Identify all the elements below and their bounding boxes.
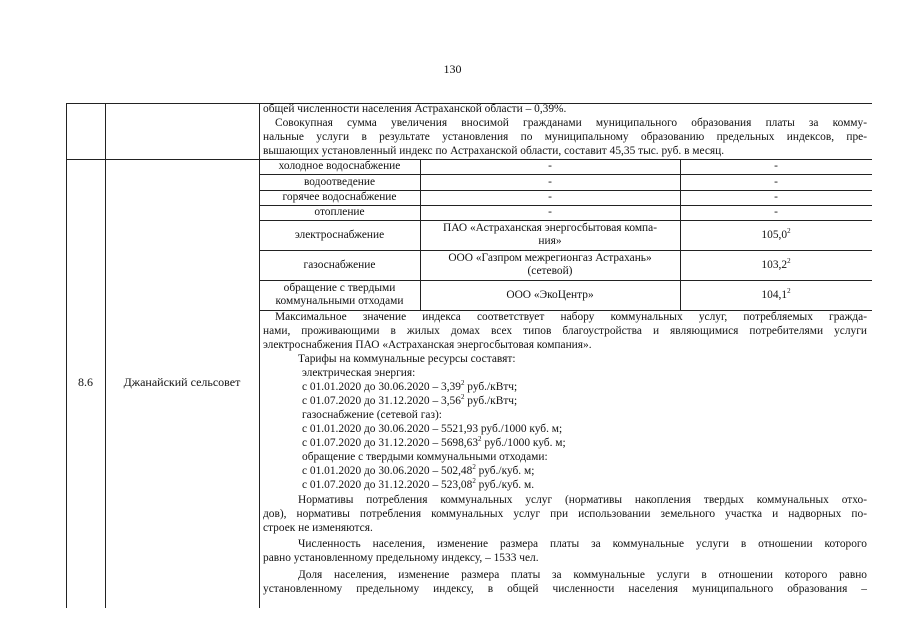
services-row-line	[259, 174, 872, 175]
text-line: Численность населения, изменение размера платы за коммунальные услуги в отношении которого	[298, 538, 867, 550]
text-line: установленному предельному индексу, в общей численности населения муниципального образования –	[263, 583, 867, 595]
text-line: общей численности населения Астраханской области – 0,39%.	[263, 103, 567, 115]
tariff-unit: руб./кВтч;	[464, 381, 518, 393]
index-value: 103,2	[761, 259, 788, 271]
tariff-value: с 01.01.2020 до 30.06.2020 – 3,39	[302, 381, 461, 393]
text-line: нальные услуги в результате установления по муниципальному образованию предельных индексов, пре-	[263, 131, 867, 143]
text-line: равно установленному предельному индексу, – 1533 чел.	[263, 552, 539, 564]
text-line: нами, проживающими в жилых домах всех типов благоустройства и являющимися потребителями услуги	[263, 325, 867, 337]
regulation-table	[66, 103, 872, 608]
index-cell: -	[774, 206, 778, 218]
text-line: Совокупная сумма увеличения вносимой гражданами муниципального образования платы за комму-	[275, 117, 867, 129]
service-name: газоснабжение	[303, 259, 376, 271]
index-cell: -	[774, 176, 778, 188]
index-cell	[680, 289, 872, 302]
index-value: 105,0	[761, 229, 788, 241]
column-divider-number	[105, 103, 106, 608]
text-line: Максимальное значение индекса соответствует набору коммунальных услуг, потребляемых гражда-	[275, 311, 867, 323]
text-line: Нормативы потребления коммунальных услуг (нормативы накопления твердых коммунальных отхо-	[298, 494, 867, 506]
text-line: Доля населения, изменение размера платы за коммунальные услуги в отношении которого равно	[298, 569, 867, 581]
row-number: 8.6	[78, 375, 93, 389]
provider-cell: -	[548, 191, 552, 203]
provider-cell: -	[548, 206, 552, 218]
service-name	[259, 282, 420, 309]
service-name: горячее водоснабжение	[282, 191, 397, 203]
tariff-line	[302, 395, 517, 408]
provider-line: ния»	[538, 235, 562, 248]
service-name: электроснабжение	[294, 229, 385, 241]
footnote-mark: 2	[460, 379, 465, 388]
service-name: холодное водоснабжение	[278, 160, 401, 172]
service-name-line: коммунальными отходами	[275, 295, 404, 308]
text-line: дов), нормативы потребления коммунальных услуг при использовании земельного участка и надворных по-	[263, 508, 867, 520]
tariff-line: с 01.01.2020 до 30.06.2020 – 5521,93 руб./1000 куб. м;	[302, 423, 563, 435]
tariff-value: с 01.01.2020 до 30.06.2020 – 502,48	[302, 465, 473, 477]
index-cell: -	[774, 191, 778, 203]
provider-cell	[420, 222, 680, 249]
text-line: строек не изменяются.	[263, 522, 373, 534]
provider-cell: -	[548, 176, 552, 188]
tariff-unit: руб./куб. м;	[475, 465, 535, 477]
footnote-mark: 2	[460, 393, 465, 402]
footnote-mark: 2	[478, 435, 482, 444]
index-value: 104,1	[761, 289, 788, 301]
tariff-unit: руб./кВтч;	[464, 395, 518, 407]
index-cell	[680, 259, 872, 272]
footnote-mark: 2	[787, 287, 791, 296]
tariff-value: с 01.07.2020 до 31.12.2020 – 523,08	[302, 479, 473, 491]
settlement-name: Джанайский сельсовет	[123, 375, 241, 389]
services-row-line	[259, 280, 872, 281]
provider-line: ПАО «Астраханская энергосбытовая компа-	[442, 222, 657, 234]
service-name: водоотведение	[304, 176, 375, 188]
provider-line: ООО «Газпром межрегионгаз Астрахань»	[448, 252, 652, 264]
provider-cell: -	[548, 160, 552, 172]
text-line: Тарифы на коммунальные ресурсы составят:	[298, 353, 516, 365]
provider-cell: ООО «ЭкоЦентр»	[506, 289, 594, 301]
provider-cell	[420, 252, 680, 279]
tariff-value: с 01.07.2020 до 31.12.2020 – 5698,63	[302, 437, 479, 449]
footnote-mark: 2	[787, 227, 791, 236]
page-number: 130	[443, 62, 462, 76]
tariff-value: с 01.07.2020 до 31.12.2020 – 3,56	[302, 395, 461, 407]
text-line: обращение с твердыми коммунальными отходами:	[302, 451, 548, 463]
index-cell	[680, 229, 872, 242]
tariff-line	[302, 465, 534, 478]
text-line: электрическая энергия:	[302, 367, 416, 379]
tariff-line	[302, 479, 534, 492]
tariff-line	[302, 437, 566, 450]
services-row-line	[259, 250, 872, 251]
services-row-line	[259, 220, 872, 221]
footnote-mark: 2	[787, 257, 791, 266]
service-name: отопление	[314, 206, 365, 218]
text-line: газоснабжение (сетевой газ):	[302, 409, 442, 421]
tariff-line	[302, 381, 517, 394]
text-line: вышающих установленный индекс по Астраханской области, составит 45,35 тыс. руб. в месяц.	[263, 145, 725, 157]
index-cell: -	[774, 160, 778, 172]
provider-line: (сетевой)	[527, 265, 573, 278]
tariff-unit: руб./куб. м.	[475, 479, 535, 491]
footnote-mark: 2	[472, 463, 476, 472]
table-border-left	[66, 103, 67, 608]
tariff-unit: руб./1000 куб. м;	[481, 437, 566, 449]
footnote-mark: 2	[472, 477, 476, 486]
service-name-line: обращение с твердыми	[283, 282, 396, 294]
text-line: электроснабжения ПАО «Астраханская энергосбытовая компания».	[263, 339, 592, 351]
